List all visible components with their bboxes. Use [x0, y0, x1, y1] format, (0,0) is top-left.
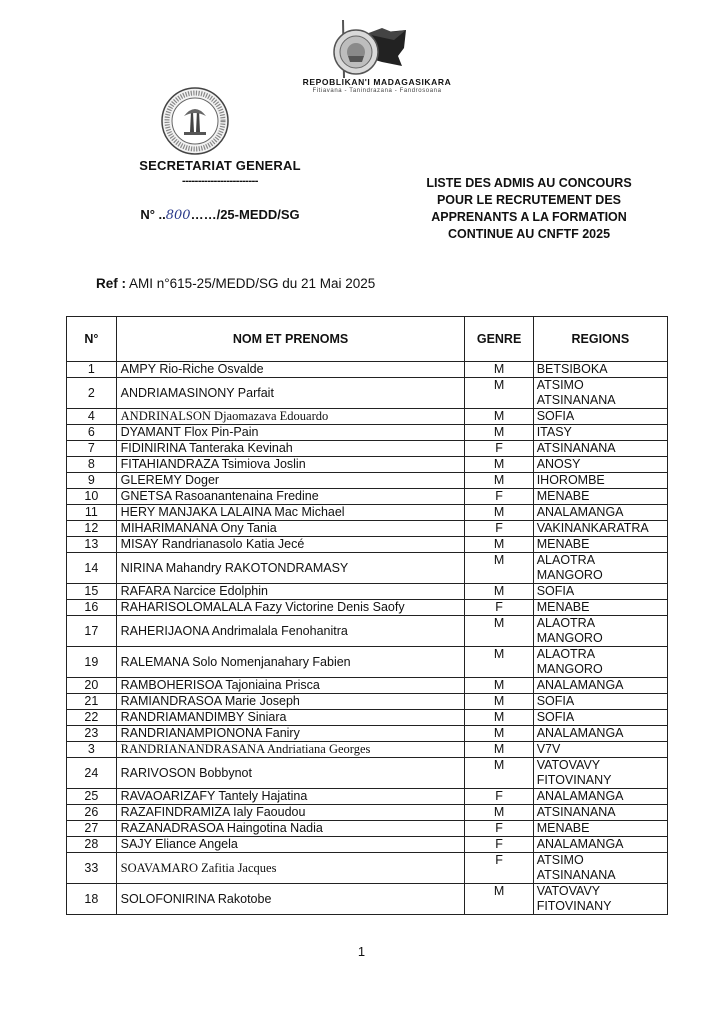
cell-genre: M [465, 553, 533, 584]
cell-region [533, 678, 667, 694]
region-line: ANALAMANGA [536, 789, 624, 803]
table-header-row [67, 317, 668, 362]
region-line: IHOROMBE [536, 473, 605, 487]
cell-region [533, 726, 667, 742]
table-row [67, 647, 668, 678]
region-line: MANGORO [536, 631, 603, 645]
region-line: ALAOTRA [536, 553, 596, 567]
table-body [67, 362, 668, 915]
region-line: ATSINANANA [536, 868, 616, 882]
cell-genre: F [465, 489, 533, 505]
table-row [67, 600, 668, 616]
cell-number: 10 [67, 489, 117, 505]
cell-genre: M [465, 457, 533, 473]
table-row [67, 710, 668, 726]
cell-number: 16 [67, 600, 117, 616]
cell-region [533, 425, 667, 441]
cell-number: 13 [67, 537, 117, 553]
reference-label: Ref : [96, 276, 126, 291]
title-line: POUR LE RECRUTEMENT DES [436, 193, 622, 207]
cell-genre: M [465, 805, 533, 821]
cell-region [533, 789, 667, 805]
cell-name: GLEREMY Doger [116, 473, 465, 489]
cell-region [533, 553, 667, 584]
cell-region [533, 616, 667, 647]
cell-name: RANDRIANAMPIONONA Faniry [116, 726, 465, 742]
cell-genre: M [465, 726, 533, 742]
table-row [67, 457, 668, 473]
cell-number: 21 [67, 694, 117, 710]
cell-name: RAHERIJAONA Andrimalala Fenohanitra [116, 616, 465, 647]
region-line: SOFIA [536, 710, 575, 724]
region-line: ALAOTRA [536, 647, 596, 661]
republic-header [292, 78, 462, 95]
table-row [67, 473, 668, 489]
table-row [67, 694, 668, 710]
cell-region [533, 409, 667, 425]
document-number [110, 207, 330, 223]
region-line: FITOVINANY [536, 773, 612, 787]
republic-name: REPOBLIKAN'I MADAGASIKARA [302, 77, 452, 87]
cell-region [533, 378, 667, 409]
region-line: ALAOTRA [536, 616, 596, 630]
title-line: LISTE DES ADMIS AU CONCOURS [426, 176, 632, 190]
cell-number: 15 [67, 584, 117, 600]
header-region: REGIONS [533, 317, 667, 362]
cell-number: 24 [67, 758, 117, 789]
region-line: ATSIMO [536, 853, 584, 867]
table-row [67, 537, 668, 553]
region-line: VATOVAVY [536, 758, 601, 772]
cell-region [533, 505, 667, 521]
cell-name: GNETSA Rasoanantenaina Fredine [116, 489, 465, 505]
table-row [67, 553, 668, 584]
cell-genre: M [465, 884, 533, 915]
region-line: BETSIBOKA [536, 362, 608, 376]
cell-genre: F [465, 789, 533, 805]
region-line: MANGORO [536, 662, 603, 676]
cell-genre: M [465, 425, 533, 441]
cell-number: 1 [67, 362, 117, 378]
table-row [67, 805, 668, 821]
cell-genre: M [465, 473, 533, 489]
region-line: ANALAMANGA [536, 678, 624, 692]
region-line: ANOSY [536, 457, 581, 471]
table-row [67, 742, 668, 758]
cell-name: SOLOFONIRINA Rakotobe [116, 884, 465, 915]
cell-number: 22 [67, 710, 117, 726]
region-line: MENABE [536, 489, 590, 503]
header-number: N° [67, 317, 117, 362]
cell-name: FIDINIRINA Tanteraka Kevinah [116, 441, 465, 457]
cell-region [533, 362, 667, 378]
cell-genre: M [465, 758, 533, 789]
cell-genre: F [465, 837, 533, 853]
cell-region [533, 821, 667, 837]
cell-number: 12 [67, 521, 117, 537]
table-row [67, 425, 668, 441]
region-line: ATSINANANA [536, 441, 616, 455]
cell-region [533, 710, 667, 726]
page-number: 1 [357, 944, 366, 959]
cell-name: RAHARISOLOMALALA Fazy Victorine Denis Saofy [116, 600, 465, 616]
cell-number: 17 [67, 616, 117, 647]
cell-name: RAZAFINDRAMIZA Ialy Faoudou [116, 805, 465, 821]
region-line: ANALAMANGA [536, 726, 624, 740]
cell-number: 7 [67, 441, 117, 457]
reference-line [96, 276, 375, 291]
table-row [67, 362, 668, 378]
table-row [67, 378, 668, 409]
cell-name: DYAMANT Flox Pin-Pain [116, 425, 465, 441]
cell-region [533, 537, 667, 553]
cell-name: RAVAOARIZAFY Tantely Hajatina [116, 789, 465, 805]
table-row [67, 884, 668, 915]
region-line: MANGORO [536, 568, 603, 582]
title-line: CONTINUE AU CNFTF 2025 [447, 227, 611, 241]
cell-genre: M [465, 710, 533, 726]
cell-region [533, 853, 667, 884]
table-row [67, 521, 668, 537]
cell-region [533, 441, 667, 457]
cell-name: MISAY Randrianasolo Katia Jecé [116, 537, 465, 553]
table-row [67, 678, 668, 694]
region-line: ITASY [536, 425, 572, 439]
cell-genre: M [465, 505, 533, 521]
region-line: ATSINANANA [536, 393, 616, 407]
region-line: MENABE [536, 600, 590, 614]
cell-name: ANDRINALSON Djaomazava Edouardo [116, 409, 465, 425]
cell-region [533, 521, 667, 537]
cell-region [533, 884, 667, 915]
header-genre: GENRE [465, 317, 533, 362]
document-number-handwritten: 800 [165, 208, 191, 223]
cell-genre: M [465, 362, 533, 378]
cell-name: RANDRIANANDRASANA Andriatiana Georges [116, 742, 465, 758]
cell-number: 8 [67, 457, 117, 473]
region-line: V7V [536, 742, 561, 756]
header-name: NOM ET PRENOMS [116, 317, 465, 362]
cell-number: 33 [67, 853, 117, 884]
document-number-suffix: ……/25-MEDD/SG [190, 207, 300, 222]
cell-number: 6 [67, 425, 117, 441]
table-row [67, 584, 668, 600]
table-row [67, 726, 668, 742]
table-row [67, 616, 668, 647]
cell-genre: M [465, 678, 533, 694]
region-line: SOFIA [536, 584, 575, 598]
cell-genre: M [465, 742, 533, 758]
table-row [67, 789, 668, 805]
cell-number: 23 [67, 726, 117, 742]
cell-name: RAMIANDRASOA Marie Joseph [116, 694, 465, 710]
cell-region [533, 837, 667, 853]
cell-name: RAZANADRASOA Haingotina Nadia [116, 821, 465, 837]
cell-genre: F [465, 521, 533, 537]
ministry-seal-emblem [160, 86, 230, 156]
cell-genre: M [465, 409, 533, 425]
cell-name: HERY MANJAKA LALAINA Mac Michael [116, 505, 465, 521]
region-line: ATSIMO [536, 378, 584, 392]
cell-name: ANDRIAMASINONY Parfait [116, 378, 465, 409]
cell-name: SOAVAMARO Zafitia Jacques [116, 853, 465, 884]
cell-name: AMPY Rio-Riche Osvalde [116, 362, 465, 378]
cell-genre: M [465, 378, 533, 409]
secretariat-title: SECRETARIAT GENERAL [139, 158, 301, 173]
admitted-candidates-table [66, 316, 668, 915]
table-row [67, 505, 668, 521]
table-row [67, 409, 668, 425]
cell-genre: M [465, 694, 533, 710]
cell-number: 28 [67, 837, 117, 853]
table-row [67, 837, 668, 853]
cell-genre: F [465, 853, 533, 884]
cell-region [533, 694, 667, 710]
document-number-prefix: N° .. [140, 207, 166, 222]
cell-region [533, 742, 667, 758]
cell-number: 19 [67, 647, 117, 678]
table-row [67, 489, 668, 505]
cell-region [533, 805, 667, 821]
cell-number: 18 [67, 884, 117, 915]
cell-name: FITAHIANDRAZA Tsimiova Joslin [116, 457, 465, 473]
cell-genre: M [465, 584, 533, 600]
cell-genre: M [465, 537, 533, 553]
region-line: FITOVINANY [536, 899, 612, 913]
table-row [67, 821, 668, 837]
cell-number: 4 [67, 409, 117, 425]
cell-number: 27 [67, 821, 117, 837]
cell-name: RAMBOHERISOA Tajoniaina Prisca [116, 678, 465, 694]
cell-genre: F [465, 821, 533, 837]
cell-genre: M [465, 616, 533, 647]
cell-number: 2 [67, 378, 117, 409]
cell-number: 3 [67, 742, 117, 758]
region-line: VATOVAVY [536, 884, 601, 898]
reference-text: AMI n°615-25/MEDD/SG du 21 Mai 2025 [126, 276, 376, 291]
region-line: MENABE [536, 821, 590, 835]
cell-name: RARIVOSON Bobbynot [116, 758, 465, 789]
region-line: ANALAMANGA [536, 837, 624, 851]
cell-name: MIHARIMANANA Ony Tania [116, 521, 465, 537]
cell-region [533, 600, 667, 616]
secretariat-divider: ------------------------ [182, 175, 258, 187]
cell-name: RANDRIAMANDIMBY Siniara [116, 710, 465, 726]
cell-number: 9 [67, 473, 117, 489]
cell-region [533, 457, 667, 473]
region-line: ANALAMANGA [536, 505, 624, 519]
region-line: SOFIA [536, 409, 575, 423]
coat-of-arms-emblem [322, 18, 408, 80]
secretariat-block [110, 158, 330, 223]
region-line: ATSINANANA [536, 805, 616, 819]
cell-number: 26 [67, 805, 117, 821]
table-row [67, 853, 668, 884]
title-line: APPRENANTS A LA FORMATION [431, 210, 627, 224]
table-row [67, 441, 668, 457]
cell-number: 14 [67, 553, 117, 584]
republic-motto: Fitiavana - Tanindrazana - Fandrosoana [312, 88, 442, 94]
cell-number: 25 [67, 789, 117, 805]
cell-name: RAFARA Narcice Edolphin [116, 584, 465, 600]
cell-region [533, 647, 667, 678]
region-line: VAKINANKARATRA [536, 521, 649, 535]
cell-region [533, 584, 667, 600]
cell-genre: F [465, 441, 533, 457]
region-line: SOFIA [536, 694, 575, 708]
cell-genre: F [465, 600, 533, 616]
cell-name: RALEMANA Solo Nomenjanahary Fabien [116, 647, 465, 678]
region-line: MENABE [536, 537, 590, 551]
cell-genre: M [465, 647, 533, 678]
document-title [398, 175, 660, 243]
cell-number: 20 [67, 678, 117, 694]
cell-number: 11 [67, 505, 117, 521]
cell-region [533, 473, 667, 489]
cell-region [533, 758, 667, 789]
cell-name: NIRINA Mahandry RAKOTONDRAMASY [116, 553, 465, 584]
cell-name: SAJY Eliance Angela [116, 837, 465, 853]
table-row [67, 758, 668, 789]
cell-region [533, 489, 667, 505]
